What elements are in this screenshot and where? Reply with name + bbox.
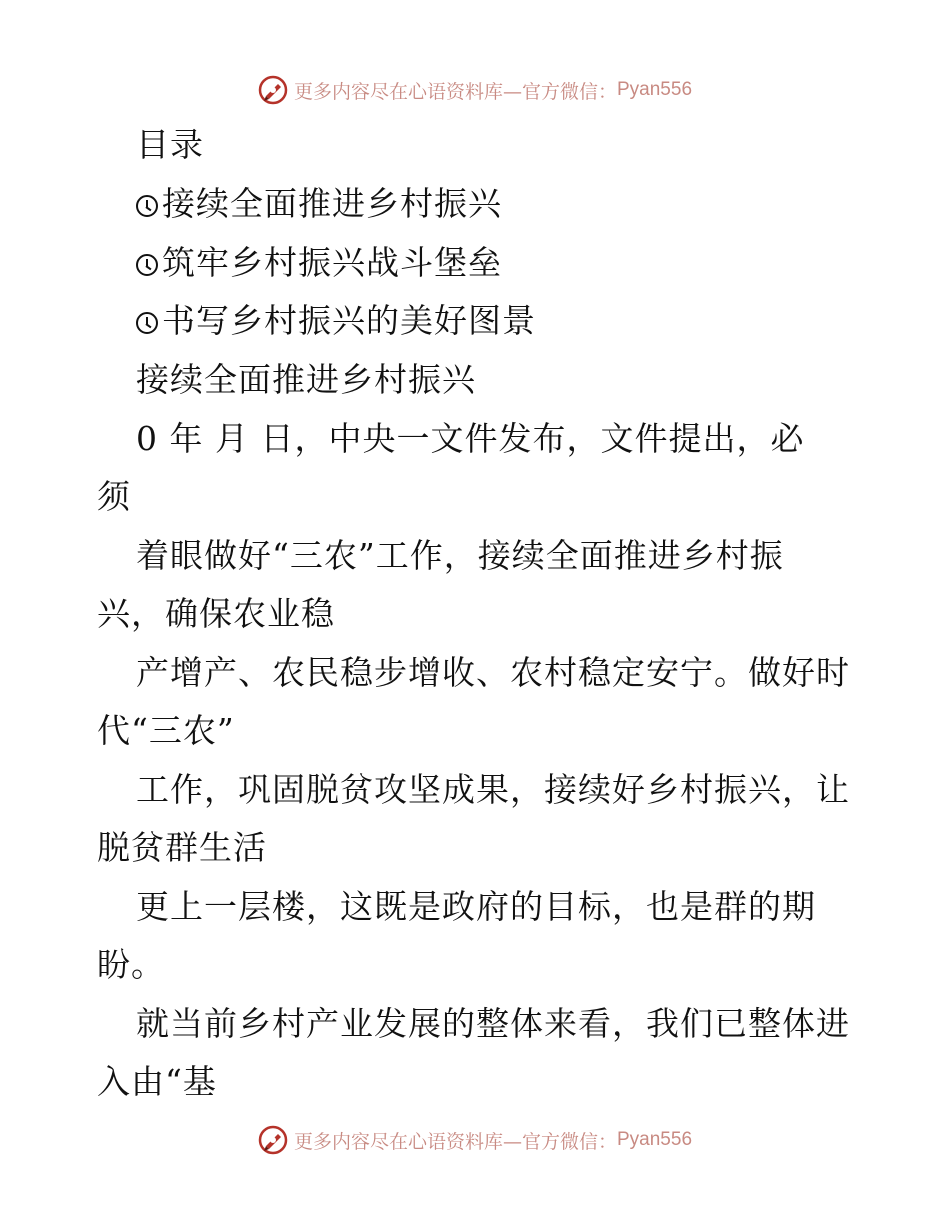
toc-item[interactable] [136,184,502,224]
toc-item-label: 书写乡村振兴的美好图景 [162,301,536,340]
clock-icon [136,195,158,217]
body-line: 代“三农” [97,711,235,750]
section-heading: 接续全面推进乡村振兴 [136,360,476,399]
toc-item[interactable] [136,243,502,283]
footer-wechat-id: Pyan556 [617,1129,693,1150]
clock-icon [136,312,158,334]
footer-watermark-text: 更多内容尽在心语资料库—官方微信： [293,1130,617,1153]
body-line: 0 年 月 日，中央一文件发布，文件提出，必 [136,419,805,458]
body-line: 入由“基 [97,1062,217,1101]
body-line: 工作，巩固脱贫攻坚成果，接续好乡村振兴，让 [136,770,850,809]
toc-item-label: 筑牢乡村振兴战斗堡垒 [162,243,502,282]
clock-icon [136,254,158,276]
toc-title: 目录 [136,125,204,164]
toc-item-label: 接续全面推进乡村振兴 [162,184,502,223]
body-line: 兴，确保农业稳 [97,594,335,633]
toc-item[interactable] [136,301,536,341]
pen-logo-icon [258,1125,288,1155]
footer-watermark [0,1120,950,1160]
body-line: 盼。 [97,945,165,984]
body-line: 就当前乡村产业发展的整体来看，我们已整体进 [136,1004,850,1043]
header-watermark-text: 更多内容尽在心语资料库—官方微信： [293,80,617,103]
body-line: 须 [97,477,131,516]
body-line: 着眼做好“三农”工作，接续全面推进乡村振 [136,536,784,575]
body-line: 脱贫群生活 [97,828,267,867]
body-line: 产增产、农民稳步增收、农村稳定安宁。做好时 [136,653,850,692]
body-line: 更上一层楼，这既是政府的目标，也是群的期 [136,887,816,926]
header-wechat-id: Pyan556 [617,79,693,100]
